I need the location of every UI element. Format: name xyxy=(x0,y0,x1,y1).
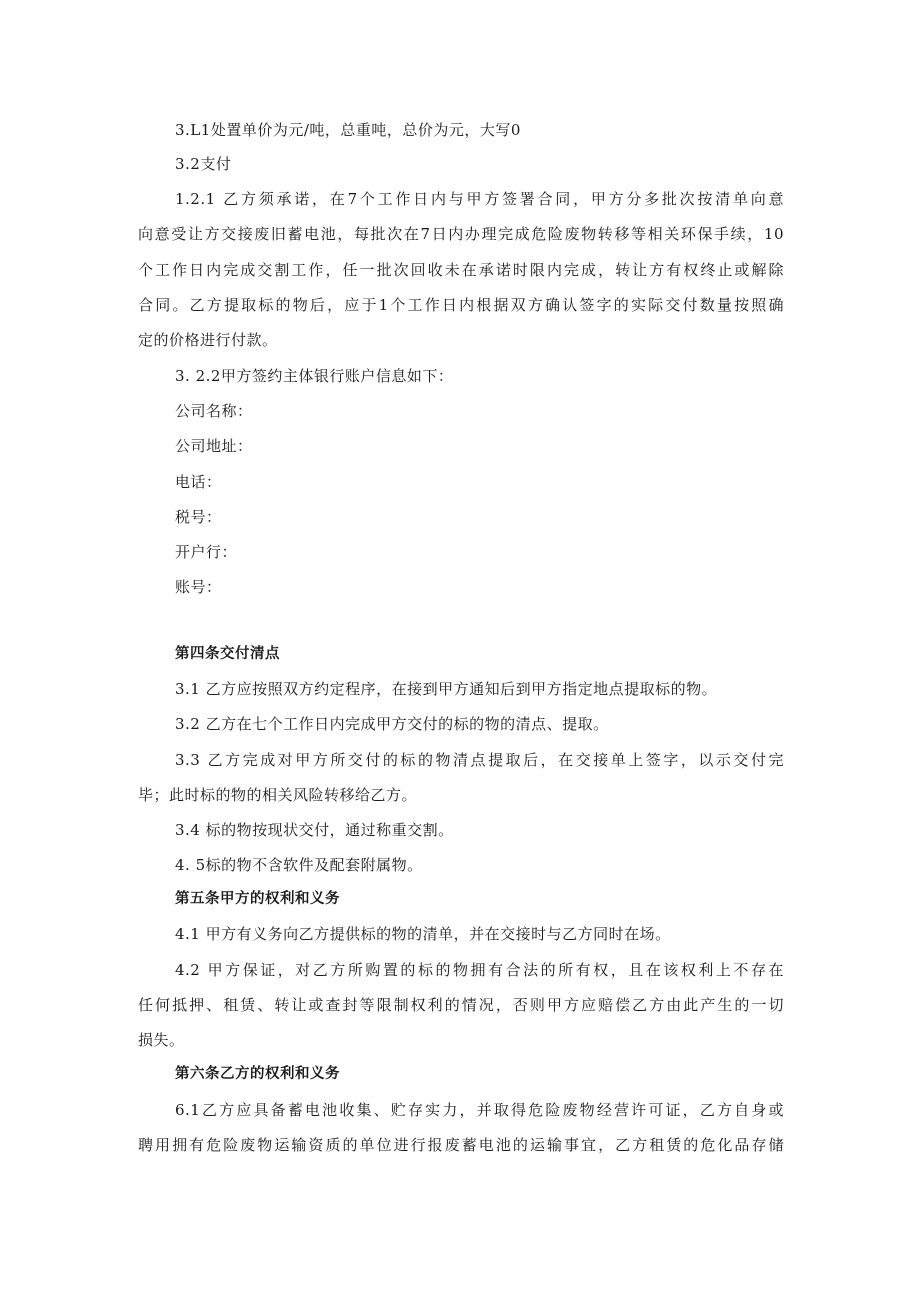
clause-3-1-1-price: 3.L1处置单价为元/吨，总重吨，总价为元，大写0 xyxy=(175,121,521,139)
clause-3-4: 3.4 标的物按现状交付，通过称重交割。 xyxy=(175,821,454,839)
clause-3-1: 3.1 乙方应按照双方约定程序，在接到甲方通知后到甲方指定地点提取标的物。 xyxy=(175,680,718,698)
clause-6-1-line-1: 6.1乙方应具备蓄电池收集、贮存实力，并取得危险废物经营许可证，乙方自身或 xyxy=(175,1101,784,1119)
clause-3-3-line-2: 毕；此时标的物的相关风险转移给乙方。 xyxy=(138,786,418,804)
clause-3-2-payment-heading: 3.2支付 xyxy=(175,155,232,173)
clause-4-2-line-2: 任何抵押、租赁、转让或查封等限制权利的情况，否则甲方应赔偿乙方由此产生的一切 xyxy=(138,996,784,1014)
clause-1-2-1-line-4: 合同。乙方提取标的物后，应于1个工作日内根据双方确认签字的实际交付数量按照确 xyxy=(138,296,784,314)
clause-6-1-line-2: 聘用拥有危险废物运输资质的单位进行报废蓄电池的运输事宜，乙方租赁的危化品存储 xyxy=(138,1136,784,1154)
section-4-heading: 第四条交付清点 xyxy=(175,646,280,662)
company-address-field: 公司地址： xyxy=(175,437,253,455)
clause-3-3-line-1: 3.3 乙方完成对甲方所交付的标的物清点提取后，在交接单上签字，以示交付完 xyxy=(175,751,784,769)
clause-4-2-line-3: 损失。 xyxy=(138,1031,185,1049)
account-number-field: 账号： xyxy=(175,578,222,596)
clause-1-2-1-line-5: 定的价格进行付款。 xyxy=(138,331,278,349)
section-5-heading: 第五条甲方的权利和义务 xyxy=(175,891,340,907)
phone-field: 电话： xyxy=(175,473,222,491)
clause-1-2-1-line-3: 个工作日内完成交割工作，任一批次回收未在承诺时限内完成，转让方有权终止或解除 xyxy=(138,261,784,279)
section-6-heading: 第六条乙方的权利和义务 xyxy=(175,1066,340,1082)
clause-3-2: 3.2 乙方在七个工作日内完成甲方交付的标的物的清点、提取。 xyxy=(175,715,609,733)
clause-1-2-1-line-1: 1.2.1 乙方须承诺，在7个工作日内与甲方签署合同，甲方分多批次按清单向意 xyxy=(175,190,784,208)
clause-4-5: 4. 5标的物不含软件及配套附属物。 xyxy=(175,856,423,874)
tax-number-field: 税号： xyxy=(175,508,222,526)
clause-4-2-line-1: 4.2 甲方保证，对乙方所购置的标的物拥有合法的所有权，且在该权利上不存在 xyxy=(175,961,784,979)
bank-field: 开户行： xyxy=(175,543,238,561)
clause-4-1: 4.1 甲方有义务向乙方提供标的物的清单，并在交接时与乙方同时在场。 xyxy=(175,925,671,943)
company-name-field: 公司名称： xyxy=(175,402,253,420)
clause-1-2-1-line-2: 向意受让方交接废旧蓄电池，每批次在7日内办理完成危险废物转移等相关环保手续，10 xyxy=(138,225,784,243)
clause-2-2-bank-info-heading: 3. 2.2甲方签约主体银行账户信息如下： xyxy=(175,367,454,385)
